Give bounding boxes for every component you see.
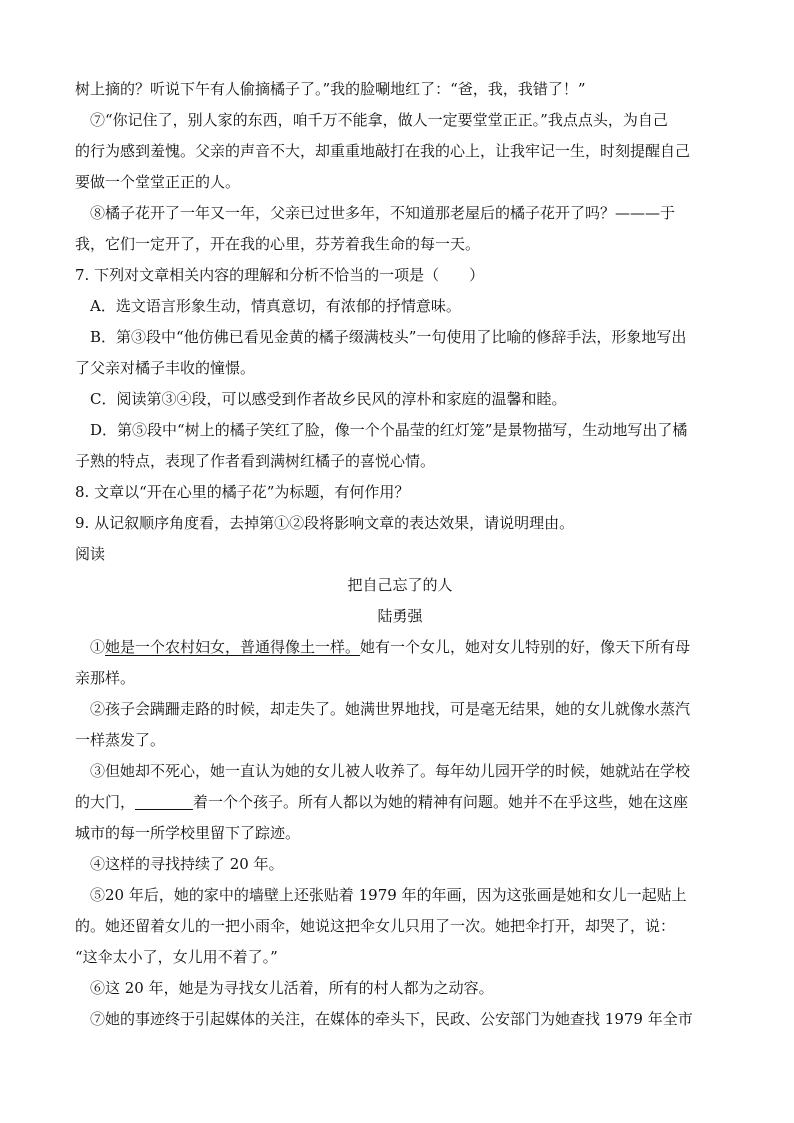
passage2-paragraph3-line1: ③但她却不死心，她一直认为她的女儿被人收养了。每年幼儿园开学的时候，她就站在学校 — [90, 762, 691, 780]
reading-label: 阅读 — [75, 545, 106, 563]
question-7-option-b-line1: B．第③段中“他仿佛已看见金黄的橘子缀满枝头”一句使用了比喻的修辞手法，形象地写出 — [90, 328, 687, 346]
question-7-option-d-line1: D．第⑤段中“树上的橘子笑红了脸，像一个个晶莹的红灯笼”是景物描写，生动地写出了橘 — [90, 421, 688, 439]
passage2-paragraph3-line2 — [75, 787, 725, 818]
passage2-title: 把自己忘了的人 — [347, 576, 453, 594]
passage2-paragraph7-line1: ⑦她的事迹终于引起媒体的关注，在媒体的牵头下，民政、公安部门为她查找 1979 年全市 — [90, 1010, 693, 1028]
paragraph-text: 的大门， — [75, 793, 136, 811]
passage2-paragraph1-line2: 亲那样。 — [75, 669, 136, 687]
paragraph-number: ① — [90, 638, 106, 656]
paragraph-text: 她有一个女儿，她对女儿特别的好，像天下所有母 — [360, 638, 691, 656]
passage1-paragraph6-tail: 树上摘的？听说下午有人偷摘橘子了。”我的脸唰地红了：“爸，我，我错了！” — [75, 80, 586, 98]
passage1-paragraph8-line2: 我，它们一定开了，开在我的心里，芬芳着我生命的每一天。 — [75, 235, 481, 253]
passage2-paragraph5-line2: 的。她还留着女儿的一把小雨伞，她说这把伞女儿只用了一次。她把伞打开，却哭了，说： — [75, 917, 676, 935]
question-7-option-a: A．选文语言形象生动，情真意切，有浓郁的抒情意味。 — [90, 297, 461, 315]
passage2-paragraph2-line2: 一样蒸发了。 — [75, 731, 166, 749]
passage2-paragraph4: ④这样的寻找持续了 20 年。 — [90, 855, 284, 873]
question-7-option-d-line2: 子熟的特点，表现了作者看到满树红橘子的喜悦心情。 — [75, 452, 436, 470]
passage2-paragraph1-line1 — [75, 632, 725, 663]
passage2-paragraph2-line1: ②孩子会蹒跚走路的时候，却走失了。她满世界地找，可是毫无结果，她的女儿就像水蒸汽 — [90, 700, 691, 718]
question-7-option-b-line2: 了父亲对橘子丰收的憧憬。 — [75, 359, 256, 377]
passage1-paragraph7-line1: ⑦“你记住了，别人家的东西，咱千万不能拿，做人一定要堂堂正正。”我点点头，为自己 — [90, 111, 668, 129]
question-7: 7. 下列对文章相关内容的理解和分析不恰当的一项是（ ） — [75, 266, 485, 284]
question-9: 9. 从记叙顺序角度看，去掉第①②段将影响文章的表达效果，请说明理由。 — [75, 514, 575, 532]
passage1-paragraph8-line1: ⑧橘子花开了一年又一年，父亲已过世多年，不知道那老屋后的橘子花开了吗？———于 — [90, 204, 676, 222]
passage2-author: 陆勇强 — [377, 607, 423, 625]
passage2-paragraph3-line3: 城市的每一所学校里留下了踪迹。 — [75, 824, 301, 842]
underlined-sentence: 她是一个农村妇女，普通得像土一样。 — [105, 638, 361, 656]
passage1-paragraph7-line2: 的行为感到羞愧。父亲的声音不大，却重重地敲打在我的心上，让我牢记一生，时刻提醒自己 — [75, 142, 691, 160]
question-8: 8. 文章以“开在心里的橘子花”为标题，有何作用？ — [75, 483, 410, 501]
passage2-paragraph5-line1: ⑤20 年后，她的家中的墙壁上还张贴着 1979 年的年画，因为这张画是她和女儿一起贴上 — [90, 886, 687, 904]
question-7-option-c: C．阅读第③④段，可以感受到作者故乡民风的淳朴和家庭的温馨和睦。 — [90, 390, 567, 408]
passage2-paragraph6: ⑥这 20 年，她是为寻找女儿活着，所有的村人都为之动容。 — [90, 979, 494, 997]
fill-in-blank — [135, 793, 193, 810]
passage1-paragraph7-line3: 要做一个堂堂正正的人。 — [75, 173, 241, 191]
document-body — [75, 74, 725, 1035]
passage2-paragraph5-line3: “这伞太小了，女儿用不着了。” — [75, 948, 278, 966]
paragraph-text: 着一个个孩子。所有人都以为她的精神有问题。她并不在乎这些，她在这座 — [193, 793, 689, 811]
